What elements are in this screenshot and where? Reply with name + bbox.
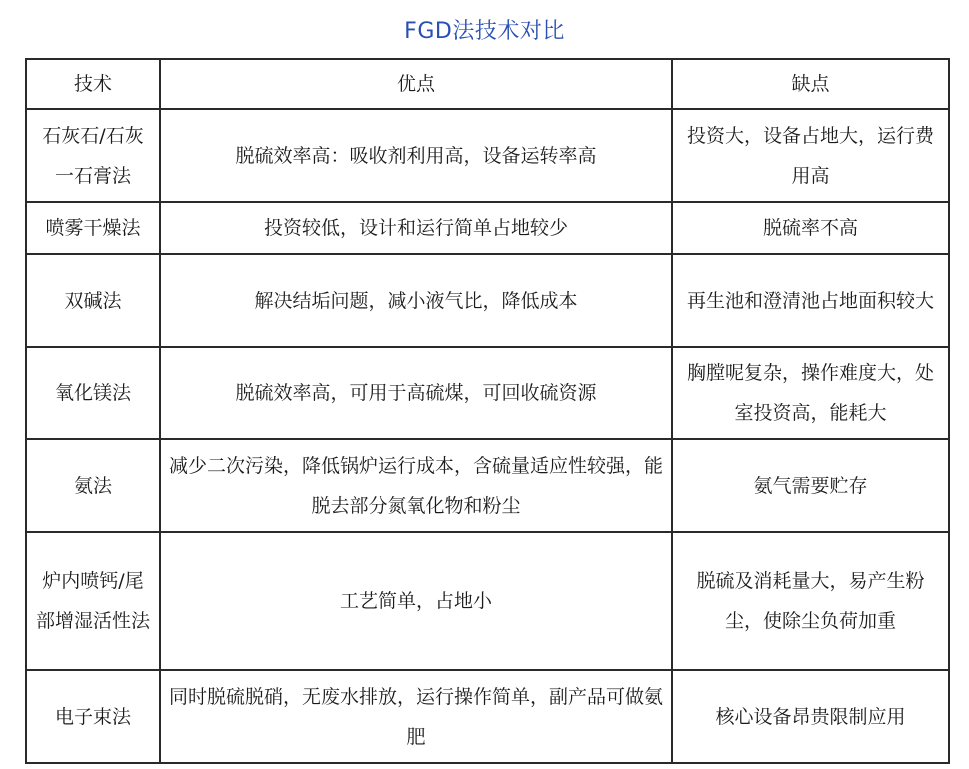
comparison-table	[25, 58, 950, 764]
tech-cell: 电子束法	[26, 670, 160, 763]
cons-cell: 脱硫率不高	[672, 202, 949, 254]
header-row	[26, 59, 949, 109]
cons-cell: 投资大，设备占地大，运行费用高	[672, 109, 949, 202]
tech-cell: 石灰石/石灰一石膏法	[26, 109, 160, 202]
header-tech: 技术	[26, 59, 160, 109]
table-row	[26, 670, 949, 763]
cons-cell: 胸膛呢复杂，操作难度大，处室投资高，能耗大	[672, 347, 949, 439]
page-title: FGD法技术对比	[404, 18, 565, 44]
cons-cell: 核心设备昂贵限制应用	[672, 670, 949, 763]
cons-cell: 脱硫及消耗量大，易产生粉尘，使除尘负荷加重	[672, 532, 949, 670]
tech-cell: 氨法	[26, 439, 160, 532]
cons-cell: 再生池和澄清池占地面积较大	[672, 254, 949, 347]
pros-cell: 投资较低，设计和运行简单占地较少	[160, 202, 672, 254]
pros-cell: 减少二次污染，降低锅炉运行成本，含硫量适应性较强，能脱去部分氮氧化物和粉尘	[160, 439, 672, 532]
tech-cell: 双碱法	[26, 254, 160, 347]
table-row	[26, 439, 949, 532]
pros-cell: 解决结垢问题，减小液气比，降低成本	[160, 254, 672, 347]
table-row	[26, 109, 949, 202]
pros-cell: 工艺简单，占地小	[160, 532, 672, 670]
cons-cell: 氨气需要贮存	[672, 439, 949, 532]
table-row	[26, 202, 949, 254]
pros-cell: 脱硫效率高：吸收剂利用高，设备运转率高	[160, 109, 672, 202]
table-row	[26, 532, 949, 670]
tech-cell: 氧化镁法	[26, 347, 160, 439]
tech-cell: 炉内喷钙/尾部增湿活性法	[26, 532, 160, 670]
header-pros: 优点	[160, 59, 672, 109]
table-row	[26, 347, 949, 439]
pros-cell: 同时脱硫脱硝，无废水排放，运行操作简单，副产品可做氨肥	[160, 670, 672, 763]
tech-cell: 喷雾干燥法	[26, 202, 160, 254]
header-cons: 缺点	[672, 59, 949, 109]
pros-cell: 脱硫效率高，可用于高硫煤，可回收硫资源	[160, 347, 672, 439]
table-row	[26, 254, 949, 347]
